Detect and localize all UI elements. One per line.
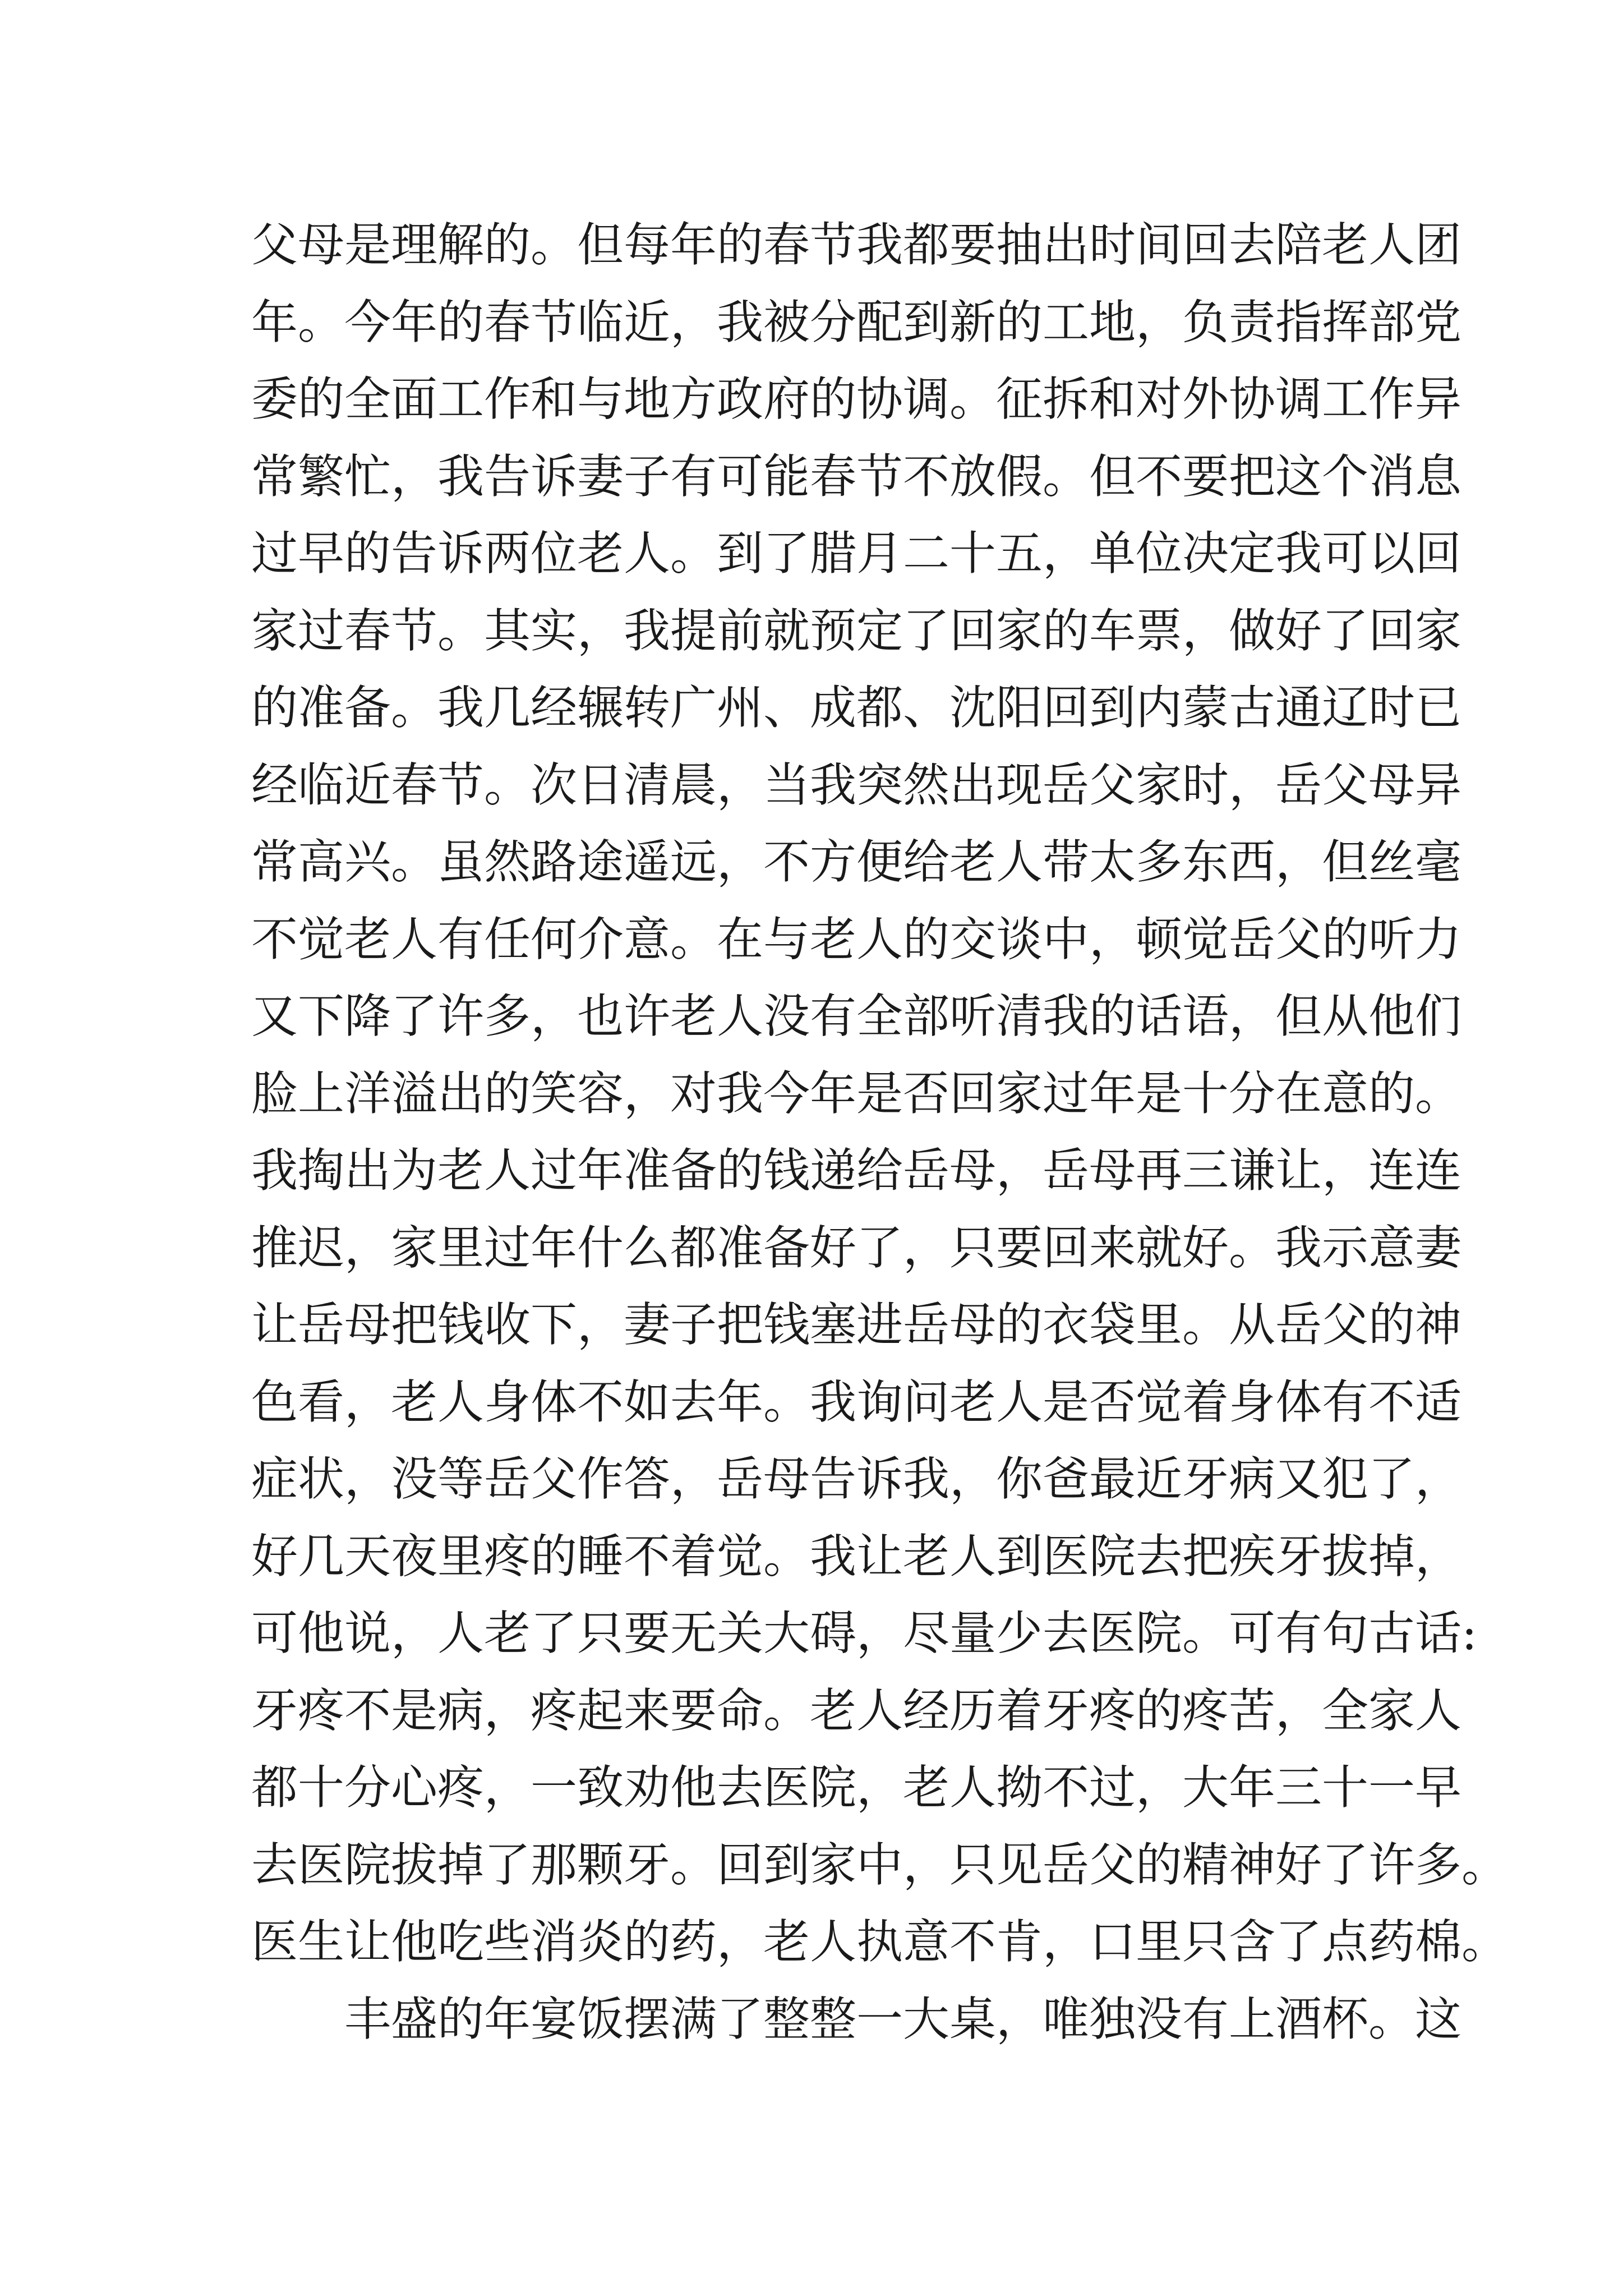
text-line: 父母是理解的。但每年的春节我都要抽出时间回去陪老人团 (251, 218, 1461, 272)
text-line: 脸上洋溢出的笑容，对我今年是否回家过年是十分在意的。 (251, 1066, 1461, 1121)
text-line: 常高兴。虽然路途遥远，不方便给老人带太多东西，但丝毫 (251, 835, 1461, 889)
text-line: 色看，老人身体不如去年。我询问老人是否觉着身体有不适 (251, 1374, 1461, 1429)
text-line: 牙疼不是病，疼起来要命。老人经历着牙疼的疼苦，全家人 (251, 1683, 1461, 1738)
text-line: 医生让他吃些消炎的药，老人执意不肯，口里只含了点药棉。 (251, 1915, 1508, 1969)
text-line: 症状，没等岳父作答，岳母告诉我，你爸最近牙病又犯了， (251, 1452, 1461, 1506)
text-line: 的准备。我几经辗转广州、成都、沈阳回到内蒙古通辽时已 (251, 680, 1461, 735)
text-line: 推迟，家里过年什么都准备好了，只要回来就好。我示意妻 (251, 1220, 1461, 1275)
text-line: 过早的告诉两位老人。到了腊月二十五，单位决定我可以回 (251, 526, 1461, 581)
text-line: 经临近春节。次日清晨，当我突然出现岳父家时，岳父母异 (251, 757, 1461, 812)
text-line: 好几天夜里疼的睡不着觉。我让老人到医院去把疾牙拔掉， (251, 1529, 1461, 1584)
paragraph-start-line: 丰盛的年宴饭摆满了整整一大桌，唯独没有上酒杯。这 (344, 1991, 1461, 2046)
body-text (251, 206, 1508, 2058)
text-line: 年。今年的春节临近，我被分配到新的工地，负责指挥部党 (251, 295, 1461, 349)
text-line: 不觉老人有任何介意。在与老人的交谈中，顿觉岳父的听力 (251, 912, 1461, 967)
text-line: 让岳母把钱收下，妻子把钱塞进岳母的衣袋里。从岳父的神 (251, 1297, 1461, 1352)
text-line: 又下降了许多，也许老人没有全部听清我的话语，但从他们 (251, 989, 1461, 1043)
text-line: 我掏出为老人过年准备的钱递给岳母，岳母再三谦让，连连 (251, 1143, 1461, 1198)
text-line: 可他说，人老了只要无关大碍，尽量少去医院。可有句古话: (251, 1606, 1477, 1660)
text-line: 委的全面工作和与地方政府的协调。征拆和对外协调工作异 (251, 372, 1461, 426)
text-line: 都十分心疼，一致劝他去医院，老人拗不过，大年三十一早 (251, 1760, 1461, 1815)
text-line: 常繁忙，我告诉妻子有可能春节不放假。但不要把这个消息 (251, 449, 1461, 504)
text-line: 家过春节。其实，我提前就预定了回家的车票，做好了回家 (251, 603, 1461, 658)
text-line: 去医院拔掉了那颗牙。回到家中，只见岳父的精神好了许多。 (251, 1837, 1508, 1892)
